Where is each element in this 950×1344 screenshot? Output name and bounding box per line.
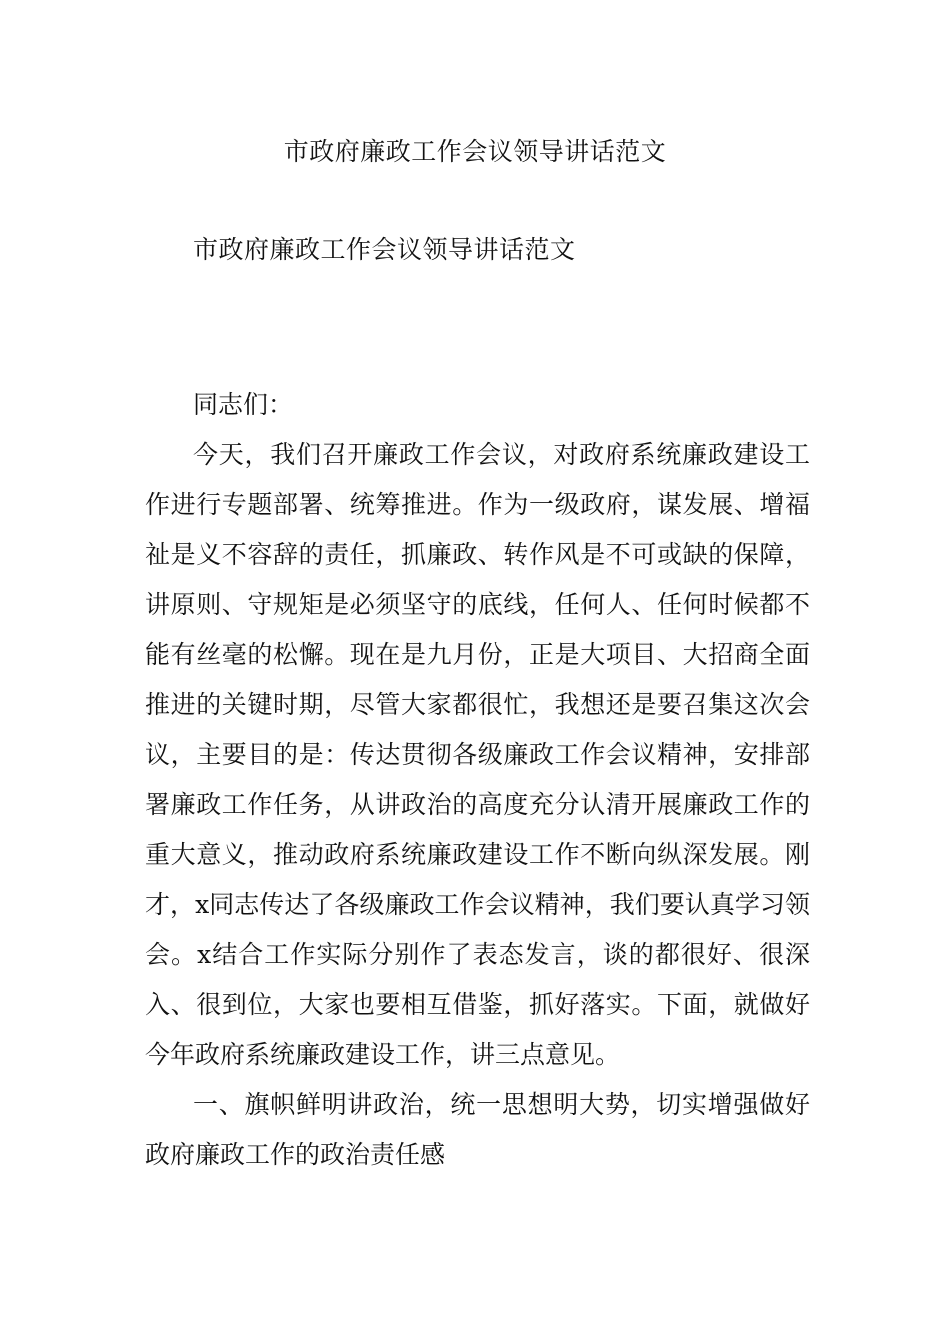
salutation: 同志们：: [193, 390, 294, 419]
section-heading-one: 一、旗帜鲜明讲政治，统一思想明大势，切实增强做好政府廉政工作的政治责任感: [145, 1090, 810, 1169]
document-title: 市政府廉政工作会议领导讲话范文: [283, 137, 667, 166]
body-paragraph-intro: 今天，我们召开廉政工作会议，对政府系统廉政建设工作进行专题部署、统筹推进。作为一级政府，谋发展、增福祉是义不容辞的责任，抓廉政、转作风是不可或缺的保障，讲原则、守规矩是必须坚守的底线，任何人、任何时候都不能有丝毫的松懈。现在是九月份，正是大项目、大招商全面推进的关键时期，尽管大家都很忙，我想还是要召集这次会议，主要目的是：传达贯彻各级廉政工作会议精神，安排部署廉政工作任务，从讲政治的高度充分认清开展廉政工作的重大意义，推动政府系统廉政建设工作不断向纵深发展。刚才，x同志传达了各级廉政工作会议精神，我们要认真学习领会。x结合工作实际分别作了表态发言，谈的都很好、很深入、很到位，大家也要相互借鉴，抓好落实。下面，就做好今年政府系统廉政建设工作，讲三点意见。: [145, 440, 810, 1069]
document-subtitle: 市政府廉政工作会议领导讲话范文: [193, 235, 576, 264]
document-body: [145, 380, 810, 1180]
